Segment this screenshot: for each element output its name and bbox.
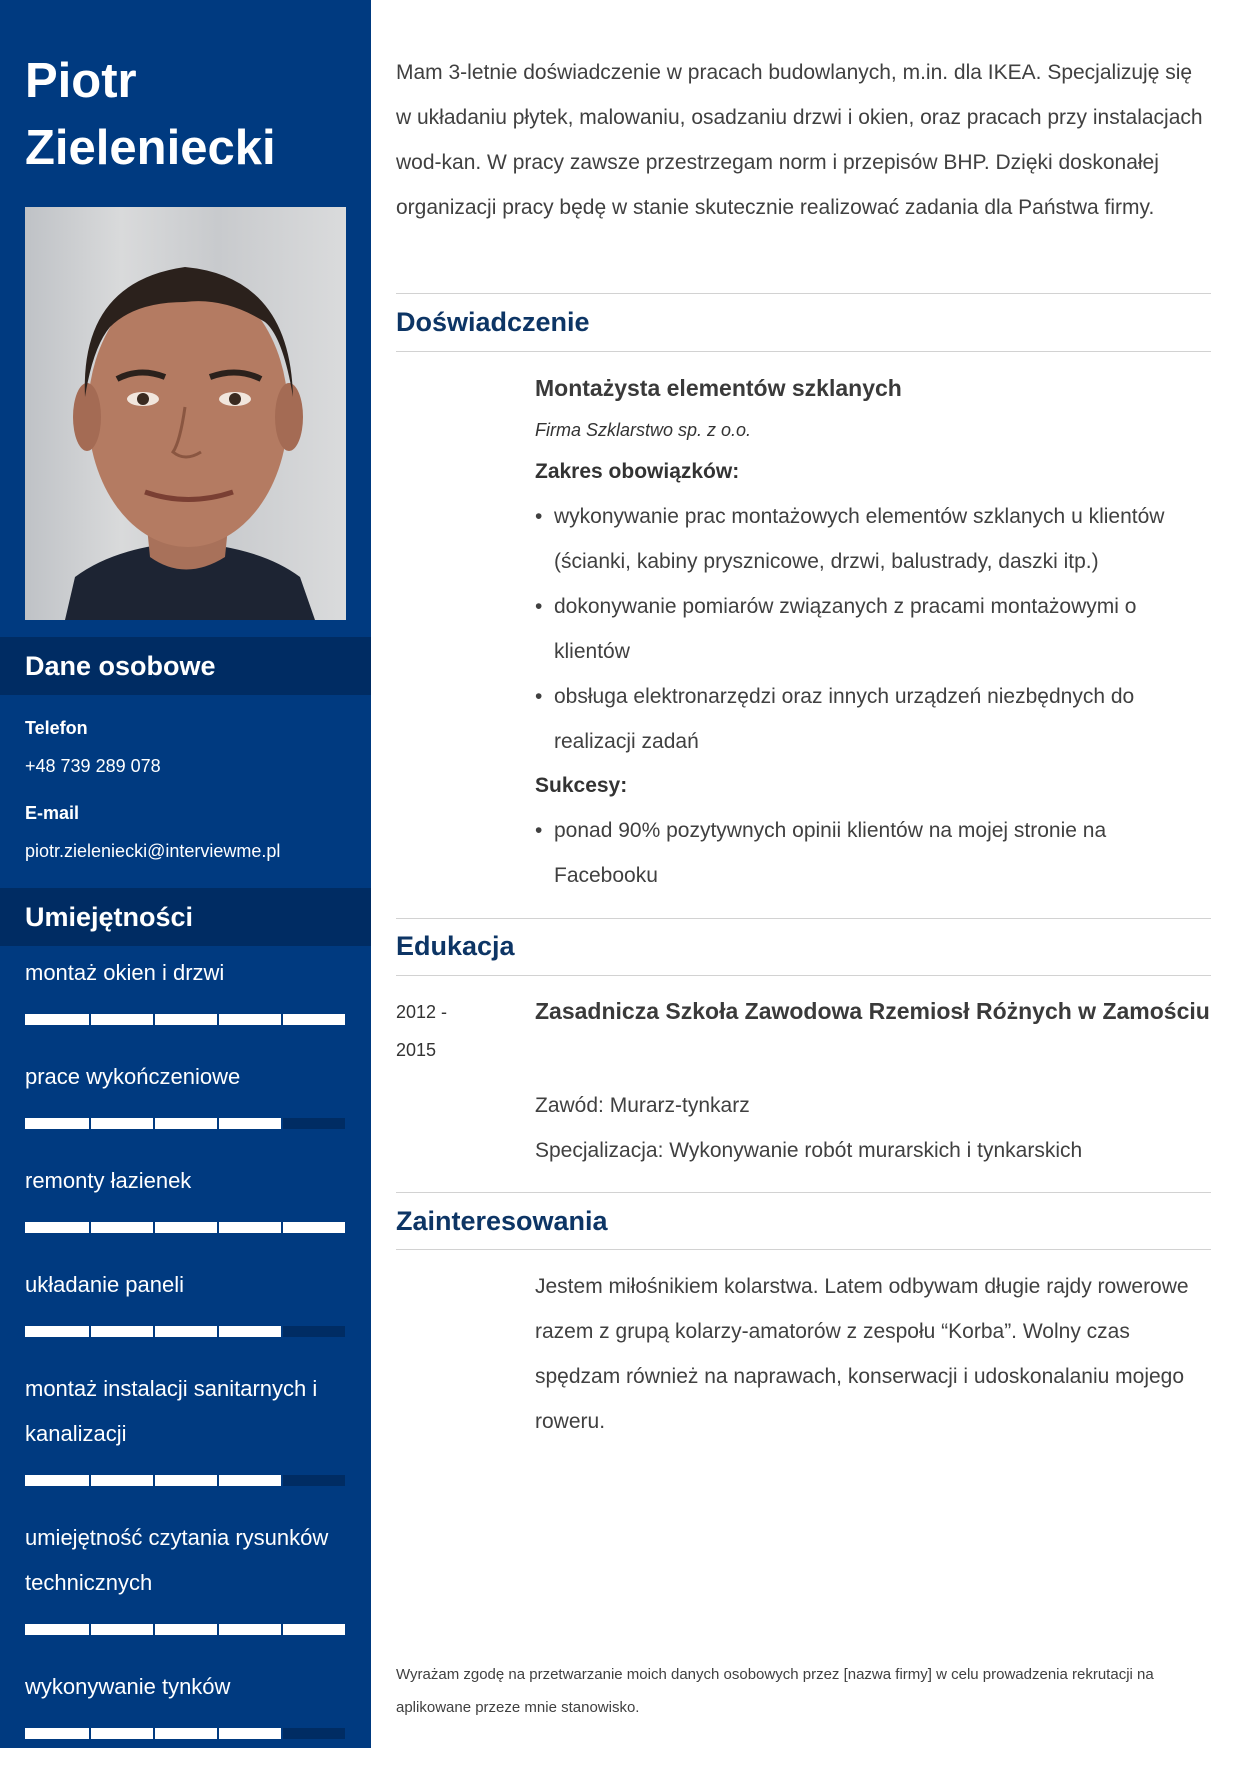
skill-name: wykonywanie tynków xyxy=(25,1674,231,1699)
skill-bar-divider xyxy=(281,1014,283,1025)
personal-data-heading: Dane osobowe xyxy=(0,637,371,695)
skill-bar-divider xyxy=(153,1326,155,1337)
skills-heading: Umiejętności xyxy=(0,888,371,946)
skill-bar-divider xyxy=(281,1728,283,1739)
skill-item xyxy=(0,1262,346,1337)
skill-item xyxy=(0,1515,346,1635)
skill-bar-divider xyxy=(217,1728,219,1739)
skill-item xyxy=(0,1054,346,1129)
successes-list xyxy=(535,808,1211,898)
divider xyxy=(396,975,1211,976)
successes-label: Sukcesy: xyxy=(535,774,628,797)
skill-level-bar xyxy=(25,1014,345,1025)
skill-bar-divider xyxy=(153,1475,155,1486)
skill-level-bar xyxy=(25,1475,345,1486)
skill-bar-divider xyxy=(217,1326,219,1337)
year-start: 2012 - xyxy=(396,1002,448,1022)
skill-name: montaż okien i drzwi xyxy=(25,960,225,985)
skill-item xyxy=(0,1664,346,1739)
divider xyxy=(396,293,1211,294)
skill-bar-divider xyxy=(281,1624,283,1635)
first-name: Piotr xyxy=(25,54,137,108)
phone-value: +48 739 289 078 xyxy=(25,756,161,776)
skill-item xyxy=(0,950,346,1025)
email-label: E-mail xyxy=(25,803,80,823)
skill-bar-divider xyxy=(89,1728,91,1739)
skill-bar-divider xyxy=(89,1014,91,1025)
email-value: piotr.zieleniecki@interviewme.pl xyxy=(25,841,281,861)
profile-photo xyxy=(25,207,346,620)
skill-name: montaż instalacji sanitarnych i kanalizacji xyxy=(25,1376,318,1446)
list-item: • ponad 90% pozytywnych opinii klientów na mojej stronie na Facebooku xyxy=(535,808,1211,898)
skill-bar-divider xyxy=(89,1475,91,1486)
skill-bar-divider xyxy=(281,1326,283,1337)
skill-item xyxy=(0,1158,346,1233)
list-item: • wykonywanie prac montażowych elementów szklanych u klientów (ścianki, kabiny prysznicowe, drzwi, balustrady, daszki itp.) xyxy=(535,494,1211,584)
duties-label: Zakres obowiązków: xyxy=(535,460,740,483)
skill-bar-divider xyxy=(217,1624,219,1635)
gdpr-consent: Wyrażam zgodę na przetwarzanie moich danych osobowych przez [nazwa firmy] w celu prowadzenia rekrutacji na aplikowane przeze mnie stanowisko. xyxy=(396,1666,1154,1716)
skills-list xyxy=(0,950,371,1768)
interests-heading: Zainteresowania xyxy=(396,1206,608,1236)
education-heading: Edukacja xyxy=(396,931,515,961)
skill-level-fill xyxy=(25,1222,345,1233)
skill-bar-divider xyxy=(89,1222,91,1233)
skill-bar-divider xyxy=(153,1118,155,1129)
skill-name: prace wykończeniowe xyxy=(25,1064,241,1089)
skill-bar-divider xyxy=(281,1222,283,1233)
education-years xyxy=(396,993,506,1069)
divider xyxy=(396,1249,1211,1250)
job-title: Montażysta elementów szklanych xyxy=(535,375,902,401)
skill-name: umiejętność czytania rysunków technicznych xyxy=(25,1525,329,1595)
avatar xyxy=(25,207,346,620)
duties-list xyxy=(535,494,1211,764)
skill-level-bar xyxy=(25,1326,345,1337)
skill-bar-divider xyxy=(153,1014,155,1025)
school-name: Zasadnicza Szkoła Zawodowa Rzemiosł Różnych w Zamościu xyxy=(535,998,1210,1024)
skill-bar-divider xyxy=(153,1222,155,1233)
sidebar xyxy=(0,0,371,1748)
experience-heading: Doświadczenie xyxy=(396,307,590,337)
phone-label: Telefon xyxy=(25,718,88,738)
divider xyxy=(396,918,1211,919)
profession: Zawód: Murarz-tynkarz xyxy=(535,1094,750,1117)
skill-level-bar xyxy=(25,1222,345,1233)
profile-summary: Mam 3-letnie doświadczenie w pracach budowlanych, m.in. dla IKEA. Specjalizuję się w układaniu płytek, malowaniu, osadzaniu drzwi i okien, oraz pracach przy instalacjach wod-kan. W pracy zawsze przestrzegam norm i przepisów BHP. Dzięki doskonałej organizacji pracy będę w stanie skutecznie realizować zadania dla Państwa firmy. xyxy=(396,61,1203,219)
skill-level-bar xyxy=(25,1624,345,1635)
skill-bar-divider xyxy=(217,1475,219,1486)
list-item: • obsługa elektronarzędzi oraz innych urządzeń niezbędnych do realizacji zadań xyxy=(535,674,1211,764)
skill-bar-divider xyxy=(281,1118,283,1129)
divider xyxy=(396,1192,1211,1193)
skill-bar-divider xyxy=(153,1728,155,1739)
skill-bar-divider xyxy=(217,1118,219,1129)
company-name: Firma Szklarstwo sp. z o.o. xyxy=(535,420,752,440)
skill-bar-divider xyxy=(89,1624,91,1635)
skill-name: remonty łazienek xyxy=(25,1168,192,1193)
skill-bar-divider xyxy=(217,1014,219,1025)
skill-bar-divider xyxy=(217,1222,219,1233)
skill-level-fill xyxy=(25,1014,345,1025)
interests-text: Jestem miłośnikiem kolarstwa. Latem odbywam długie rajdy rowerowe razem z grupą kolarzy-amatorów z zespołu “Korba”. Wolny czas spędzam również na naprawach, konserwacji i udoskonalaniu mojego roweru. xyxy=(535,1275,1189,1433)
skill-bar-divider xyxy=(153,1624,155,1635)
skill-level-bar xyxy=(25,1118,345,1129)
skill-level-fill xyxy=(25,1624,345,1635)
list-item: • dokonywanie pomiarów związanych z pracami montażowymi o klientów xyxy=(535,584,1211,674)
skill-bar-divider xyxy=(89,1118,91,1129)
divider xyxy=(396,351,1211,352)
skill-item xyxy=(0,1366,346,1486)
year-end: 2015 xyxy=(396,1040,437,1060)
candidate-name xyxy=(25,48,345,182)
last-name: Zieleniecki xyxy=(25,121,276,175)
skill-bar-divider xyxy=(281,1475,283,1486)
skill-bar-divider xyxy=(89,1326,91,1337)
skill-level-bar xyxy=(25,1728,345,1739)
skill-name: układanie paneli xyxy=(25,1272,185,1297)
specialization: Specjalizacja: Wykonywanie robót murarskich i tynkarskich xyxy=(535,1139,1083,1162)
